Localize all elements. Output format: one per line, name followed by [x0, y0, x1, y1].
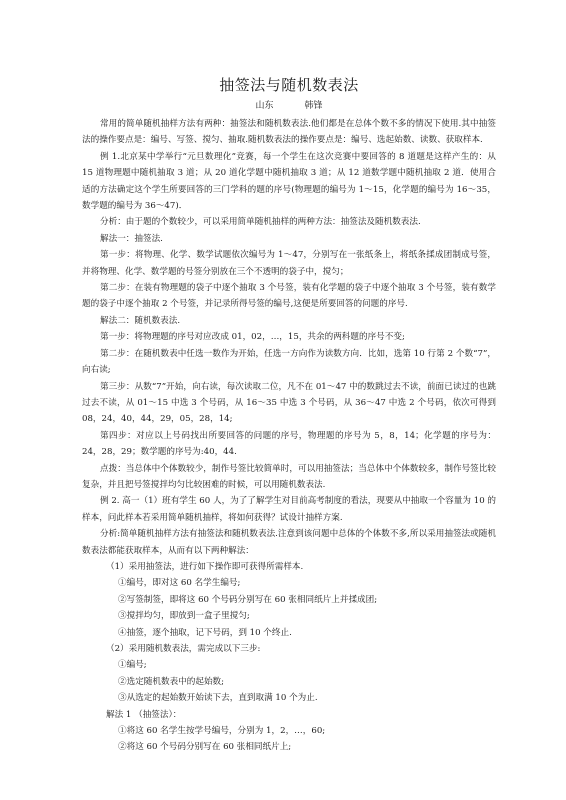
example1-analysis: 分析：由于题的个数较少，可以采用简单随机抽样的两种方法：抽签法及随机数表法.: [100, 217, 421, 228]
example1-statement: 例 1.北京某中学举行“元旦数理化”竞赛，每一个学生在这次竞赛中要回答的 8 道题是这样产生的：从 15 道物理题中随机抽取 3 道；从 20 道化学题中随机抽取 3 道；从 12 道数学题中随机抽取 2 道．使用合适的方法确定这个学生所要回答的三门学科的题的序号(物理题的编号为 1～15，化学题的编号为 16～35，数学题的编号为 36～47)．: [82, 151, 496, 212]
author-name: 韩锋: [304, 101, 323, 111]
solution1-heading: 解法一：抽签法.: [100, 233, 163, 244]
lottery-step-1: ①编号，即对这 60 名学生编号;: [118, 578, 241, 589]
method-random-table-heading: （2）采用随机数表法，需完成以下三步:: [106, 644, 261, 654]
lottery-step-2: ②写签制签，即将这 60 个号码分别写在 60 张相同纸片上并揉成团;: [118, 594, 378, 605]
solution2-step1: 第一步：将物理题的序号对应改成 01，02，…，15，共余的两科题的序号不变;: [100, 332, 405, 343]
solution2-step3: 第三步：从数“7”开始，向右读，每次读取二位，凡不在 01～47 中的数跳过去不读，前面已读过的也跳过去不读，从 01～15 中选 3 个号码，从 16～35 中选 3 个号码，从 36～47 中选 2 个号码，依次可得到 08，24，40，44，29，05，28，14;: [82, 381, 496, 425]
example2-solution1-step2: ②将这 60 个号码分别写在 60 张相同纸片上;: [118, 742, 292, 753]
document-title: 抽签法与随机数表法: [219, 76, 359, 94]
author-region: 山东: [255, 101, 274, 111]
method-lottery-heading: （1）采用抽签法，进行如下操作即可获得所需样本.: [106, 561, 304, 572]
solution1-step2: 第二步：在装有物理题的袋子中逐个抽取 3 个号签，装有化学题的袋子中逐个抽取 3 个号签，装有数学题的袋子中逐个抽取 2 个号签，并记录所得号签的编号,这便是所要回答的问题的序号.: [82, 283, 496, 310]
example2-analysis: 分析:简单随机抽样方法有抽签法和随机数表法.注意到该问题中总体的个体数不多,所以采用抽签法或随机数表法都能获取样本，从而有以下两种解法：: [82, 529, 496, 556]
lottery-step-3: ③搅拌均匀，即放到一盒子里搅匀;: [118, 611, 250, 622]
random-table-step-3: ③从选定的起始数开始读下去，直到取满 10 个为止.: [118, 693, 318, 704]
example2-solution1-heading: 解法 1 （抽签法）：: [106, 709, 182, 720]
random-table-step-1: ①编号;: [118, 660, 147, 671]
tip-paragraph: 点拨：当总体中个体数较少，制作号签比较简单时，可以用抽签法；当总体中个体数较多，制作号签比较复杂，并且把号签搅拌均匀比较困难的时候，可以用随机数表法.: [82, 463, 496, 490]
lottery-step-4: ④抽签，逐个抽取，记下号码，到 10 个终止.: [118, 627, 292, 638]
example2-statement: 例 2. 高一（1）班有学生 60 人，为了了解学生对目前高考制度的看法，现要从中抽取一个容量为 10 的样本，问此样本若采用简单随机抽样，将如何获得？试设计抽样方案.: [82, 496, 496, 523]
example2-solution1-step1: ①将这 60 名学生按学号编号，分别为 1，2，…，60;: [118, 726, 326, 737]
intro-paragraph: 常用的简单随机抽样方法有两种：抽签法和随机数表法.他们都是在总体个数不多的情况下使用.其中抽签法的操作要点是：编号、写签、搅匀、抽取.随机数表法的操作要点是：编号、选起始数、读数、获取样本.: [82, 119, 496, 146]
random-table-step-2: ②选定随机数表中的起始数;: [118, 676, 225, 687]
solution1-step1: 第一步：将物理、化学、数学试题依次编号为 1～47，分别写在一张纸条上，将纸条揉成团制成号签，并将物理、化学、数学题的号签分别放在三个不透明的袋子中，搅匀；: [82, 250, 496, 277]
solution2-step2: 第二步：在随机数表中任选一数作为开始，任选一方向作为读数方向．比如，选第 10 行第 2 个数“7”，向右读;: [82, 348, 496, 376]
author-line: [82, 99, 496, 113]
solution2-step4: 第四步：对应以上号码找出所要回答的问题的序号，物理题的序号为 5，8，14；化学题的序号为：24，28，29；数学题的序号为:40，44.: [82, 430, 496, 458]
solution2-heading: 解法二：随机数表法.: [100, 315, 181, 326]
